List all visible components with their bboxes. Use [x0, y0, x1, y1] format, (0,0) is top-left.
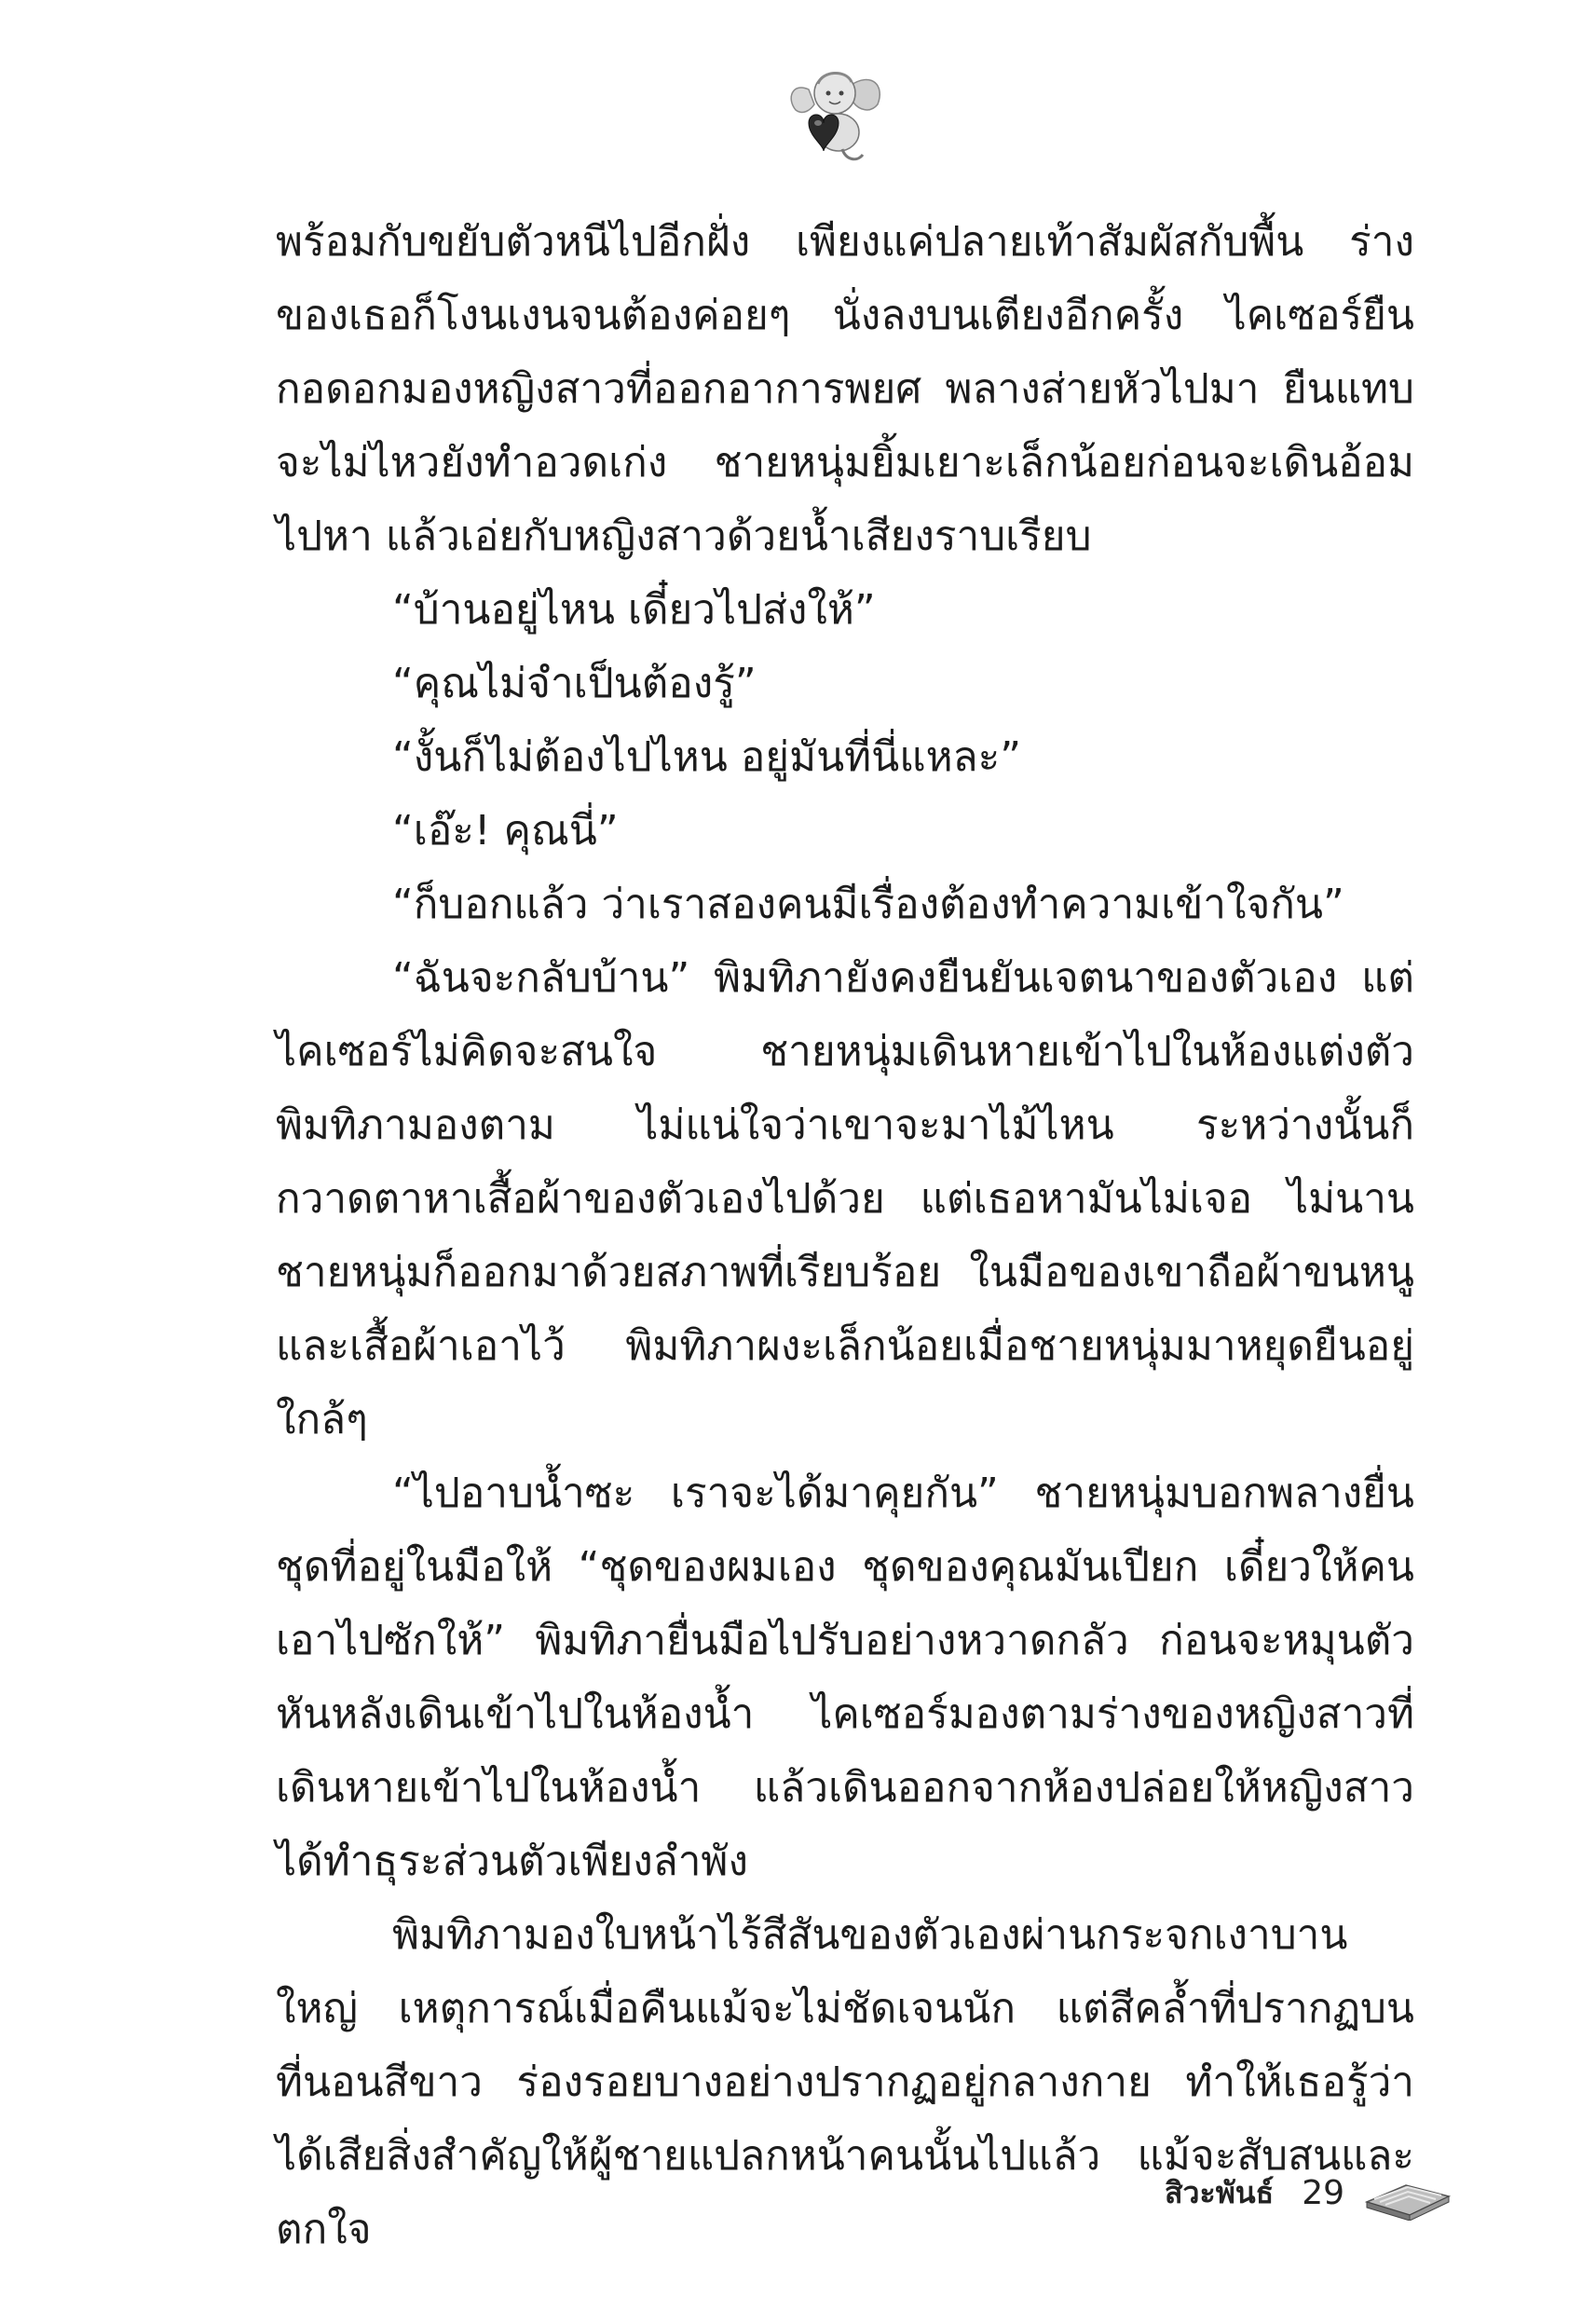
body-text: [276, 205, 1414, 2266]
paragraph: พร้อมกับขยับตัวหนีไปอีกฝั่ง เพียงแค่ปลายเท้าสัมผัสกับพื้น ร่างของเธอก็โงนเงนจนต้องค่อยๆ นั่งลงบนเตียงอีกครั้ง ไคเซอร์ยืนกอดอกมองหญิงสาวที่ออกอาการพยศ พลางส่ายหัวไปมา ยืนแทบจะไม่ไหวยังทำอวดเก่ง ชายหนุ่มยิ้มเยาะเล็กน้อยก่อนจะเดินอ้อมไปหา แล้วเอ่ยกับหญิงสาวด้วยน้ำเสียงราบเรียบ: [276, 218, 1414, 560]
page-footer: [1165, 2160, 1452, 2225]
page-number: 29: [1302, 2173, 1344, 2212]
open-book-icon: [1363, 2165, 1452, 2221]
paragraph: พิมทิภามองใบหน้าไร้สีสันของตัวเองผ่านกระจกเงาบานใหญ่ เหตุการณ์เมื่อคืนแม้จะไม่ชัดเจนนัก แต่สีคล้ำที่ปรากฏบนที่นอนสีขาว ร่องรอยบางอย่างปรากฏอยู่กลางกาย ทำให้เธอรู้ว่าได้เสียสิ่งสำคัญให้ผู้ชายแปลกหน้าคนนั้นไปแล้ว แม้จะสับสนและตกใจ: [276, 1911, 1414, 2253]
paragraph: “ไปอาบน้ำซะ เราจะได้มาคุยกัน” ชายหนุ่มบอกพลางยื่นชุดที่อยู่ในมือให้ “ชุดของผมเอง ชุดของคุณมันเปียก เดี๋ยวให้คนเอาไปซักให้” พิมทิภายื่นมือไปรับอย่างหวาดกลัว ก่อนจะหมุนตัวหันหลังเดินเข้าไปในห้องน้ำ ไคเซอร์มองตามร่างของหญิงสาวที่เดินหายเข้าไปในห้องน้ำ แล้วเดินออกจากห้องปล่อยให้หญิงสาวได้ทำธุระส่วนตัวเพียงลำพัง: [276, 1470, 1414, 1885]
paragraph: “เอ๊ะ! คุณนี่”: [392, 807, 619, 855]
paragraph: “คุณไม่จำเป็นต้องรู้”: [392, 660, 757, 707]
series-title: สิวะพันธ์: [1165, 2174, 1275, 2210]
paragraph: “ฉันจะกลับบ้าน” พิมทิภายังคงยืนยันเจตนาของตัวเอง แต่ไคเซอร์ไม่คิดจะสนใจ ชายหนุ่มเดินหายเข้าไปในห้องแต่งตัว พิมทิภามองตาม ไม่แน่ใจว่าเขาจะมาไม้ไหน ระหว่างนั้นก็กวาดตาหาเสื้อผ้าของตัวเองไปด้วย แต่เธอหามันไม่เจอ ไม่นานชายหนุ่มก็ออกมาด้วยสภาพที่เรียบร้อย ในมือของเขาถือผ้าขนหนูและเสื้อผ้าเอาไว้ พิมทิภาผงะเล็กน้อยเมื่อชายหนุ่มมาหยุดยืนอยู่ใกล้ๆ: [276, 954, 1414, 1443]
cherub-holding-heart-icon: [781, 58, 893, 170]
paragraph: “บ้านอยู่ไหน เดี๋ยวไปส่งให้”: [392, 586, 876, 634]
paragraph: “ก็บอกแล้ว ว่าเราสองคนมีเรื่องต้องทำความเข้าใจกัน”: [392, 881, 1344, 928]
paragraph: “งั้นก็ไม่ต้องไปไหน อยู่มันที่นี่แหละ”: [392, 733, 1021, 781]
